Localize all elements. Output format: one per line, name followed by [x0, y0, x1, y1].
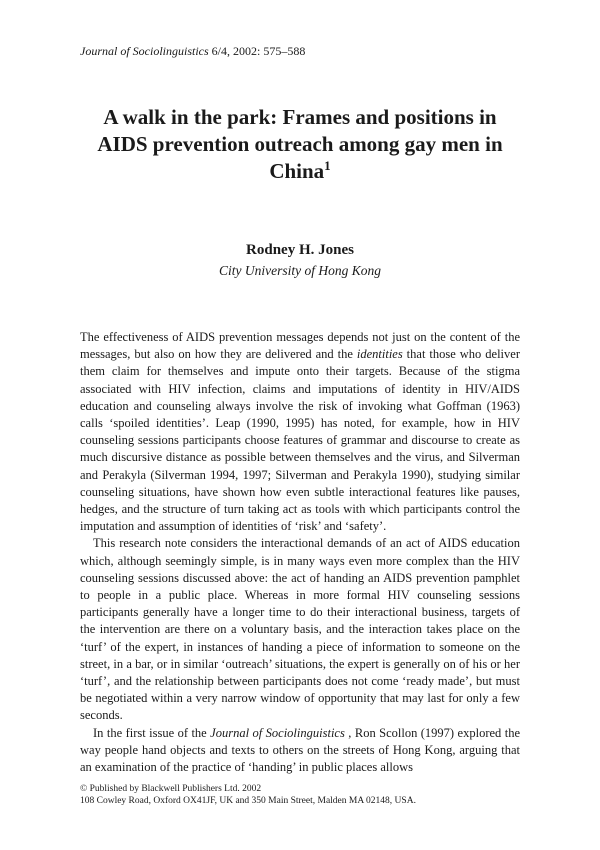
author-affiliation: City University of Hong Kong [219, 263, 381, 278]
journal-citation [80, 44, 305, 59]
paragraph-2: This research note considers the interactional demands of an act of AIDS education which, although seemingly simple, is in many ways even more complex than the HIV counseling sessions discussed above: the act of handing an AIDS prevention pamphlet to people in a public place. Whereas in more formal HIV counseling sessions participants generally have a longer time to do their interactional business, targets of the intervention are there on a voluntary basis, and the interaction takes place on the ‘turf’ of the expert, in instances of handing a piece of information to someone on the street, in a bar, or in similar ‘outreach’ situations, the expert is generally on of his or her ‘turf’, and the relationship between participants does not come ‘ready made’, but must be negotiated within a very narrow window of opportunity that may last for only a few seconds. [80, 536, 520, 723]
article-title [80, 104, 520, 185]
paragraph-3-journal-title: Journal of Sociolinguistics [210, 725, 345, 740]
footnote-marker[interactable]: 1 [324, 158, 331, 173]
paragraph-1 [80, 329, 520, 535]
paragraph-3 [80, 725, 520, 777]
paragraph-1-emphasis: identities [356, 347, 403, 362]
paragraph-1-text-b: that those who deliver them claim for themselves and impute onto their targets. Because of the stigma associated with HIV infection, claims and imputations of identity in HIV/AIDS education and counseling always involve the risk of invoking what Goffman (1963) calls ‘spoiled identities’. Leap (1990, 1995) has noted, for example, how in HIV counseling sessions participants choose features of grammar and discourse to create as much discursive distance as possible between themselves and the virus, and Silverman and Perakyla (Silverman 1994, 1997; Silverman and Perakyla 1990), studying similar counseling situations, have shown how even subtle interactional features like pauses, hedges, and the structure of turn taking act as tools with which participants control the imputation and assumption of identities of ‘risk’ and ‘safety’. [80, 347, 520, 534]
paragraph-3-text-a: In the first issue of the [93, 725, 211, 740]
copyright-line: © Published by Blackwell Publishers Ltd. 2002 [80, 784, 262, 794]
publisher-address: 108 Cowley Road, Oxford OX41JF, UK and 350 Main Street, Malden MA 02148, USA. [80, 796, 416, 806]
journal-name: Journal of Sociolinguistics [80, 44, 209, 58]
article-title-text: A walk in the park: Frames and positions in AIDS prevention outreach among gay men in China [97, 105, 503, 183]
paragraph-3-text-b: , Ron Scollon (1997) explored the way people hand objects and texts to others on the streets of Hong Kong, arguing that an examination of the practice of ‘handing’ in public places allows [80, 725, 520, 775]
author-name: Rodney H. Jones [246, 242, 354, 258]
paragraph-1-text-a: The effectiveness of AIDS prevention messages depends not just on the content of the messages, but also on how they are delivered and the [80, 330, 520, 362]
journal-volume-pages: 6/4, 2002: 575–588 [208, 44, 306, 58]
article-body [80, 329, 520, 776]
publisher-footer [80, 783, 520, 807]
